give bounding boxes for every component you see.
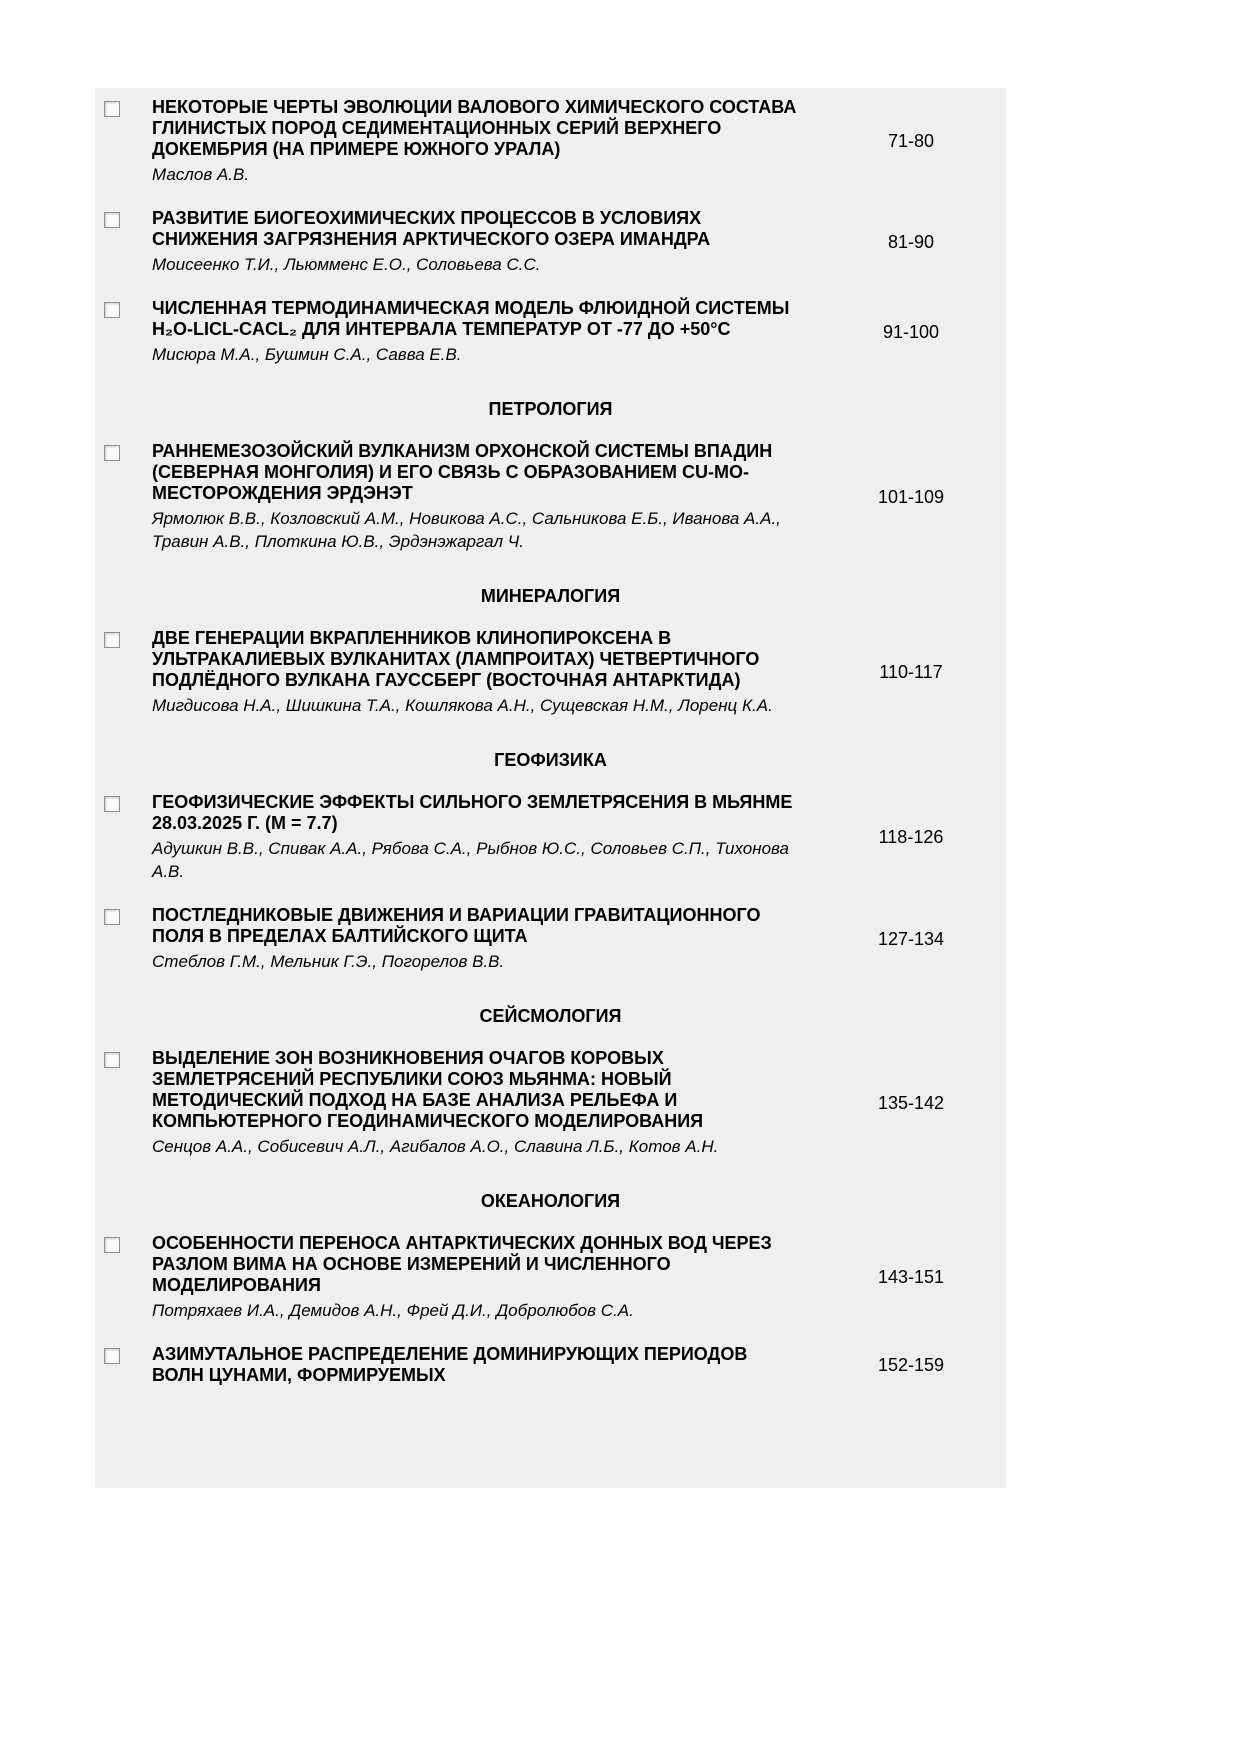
article-row xyxy=(95,88,1006,199)
article-row xyxy=(95,199,1006,289)
article-checkbox-cell xyxy=(95,208,152,276)
section-header: СЕЙСМОЛОГИЯ xyxy=(479,1006,622,1026)
article-pages-cell xyxy=(802,208,1006,276)
article-pages-cell xyxy=(802,1344,1006,1386)
article-row xyxy=(95,289,1006,379)
article-authors: Ярмолюк В.В., Козловский А.М., Новикова А.С., Сальникова Е.Б., Иванова А.А., Травин А.В., Плоткина Ю.В., Эрдэнэжаргал Ч. xyxy=(152,509,781,551)
article-checkbox-cell xyxy=(95,792,152,883)
article-title[interactable]: НЕКОТОРЫЕ ЧЕРТЫ ЭВОЛЮЦИИ ВАЛОВОГО ХИМИЧЕСКОГО СОСТАВА ГЛИНИСТЫХ ПОРОД СЕДИМЕНТАЦИОННЫХ СЕРИЙ ВЕРХНЕГО ДОКЕМБРИЯ (НА ПРИМЕРЕ ЮЖНОГО УРАЛА) xyxy=(152,97,797,159)
article-checkbox-cell xyxy=(95,1233,152,1322)
article-text-cell xyxy=(152,905,802,973)
section-header: ГЕОФИЗИКА xyxy=(494,750,607,770)
article-authors: Моисеенко Т.И., Льюмменс Е.О., Соловьева С.С. xyxy=(152,255,541,274)
article-pages: 101-109 xyxy=(877,486,945,507)
article-pages-cell xyxy=(802,298,1006,366)
article-title[interactable]: ГЕОФИЗИЧЕСКИЕ ЭФФЕКТЫ СИЛЬНОГО ЗЕМЛЕТРЯСЕНИЯ В МЬЯНМЕ 28.03.2025 Г. (M = 7.7) xyxy=(152,792,793,833)
article-pages-cell xyxy=(802,792,1006,883)
article-pages-cell xyxy=(802,1233,1006,1322)
section-header: МИНЕРАЛОГИЯ xyxy=(480,586,621,606)
article-select-checkbox[interactable] xyxy=(104,212,120,228)
article-select-checkbox[interactable] xyxy=(104,445,120,461)
journal-toc-list xyxy=(95,88,1006,1488)
article-pages: 91-100 xyxy=(882,321,940,342)
article-select-checkbox[interactable] xyxy=(104,302,120,318)
article-pages: 118-126 xyxy=(878,827,944,847)
article-authors: Мигдисова Н.А., Шишкина Т.А., Кошлякова А.Н., Сущевская Н.М., Лоренц К.А. xyxy=(152,696,773,715)
article-title[interactable]: ОСОБЕННОСТИ ПЕРЕНОСА АНТАРКТИЧЕСКИХ ДОННЫХ ВОД ЧЕРЕЗ РАЗЛОМ ВИМА НА ОСНОВЕ ИЗМЕРЕНИЙ И ЧИСЛЕННОГО МОДЕЛИРОВАНИЯ xyxy=(152,1233,772,1295)
article-pages: 143-151 xyxy=(877,1267,945,1287)
article-pages-cell xyxy=(802,1048,1006,1158)
article-authors: Маслов А.В. xyxy=(152,165,250,184)
article-row xyxy=(95,432,1006,566)
article-text-cell xyxy=(152,208,802,276)
article-pages: 135-142 xyxy=(877,1092,945,1113)
article-checkbox-cell xyxy=(95,298,152,366)
article-authors: Стеблов Г.М., Мельник Г.Э., Погорелов В.В. xyxy=(152,952,505,971)
article-checkbox-cell xyxy=(95,905,152,973)
article-text-cell xyxy=(152,1048,802,1158)
article-text-cell xyxy=(152,1344,802,1386)
article-checkbox-cell xyxy=(95,441,152,553)
article-select-checkbox[interactable] xyxy=(104,1237,120,1253)
article-authors: Потряхаев И.А., Демидов А.Н., Фрей Д.И., Добролюбов С.А. xyxy=(152,1301,634,1320)
article-select-checkbox[interactable] xyxy=(104,1052,120,1068)
article-select-checkbox[interactable] xyxy=(104,632,120,648)
article-pages: 127-134 xyxy=(877,928,945,949)
article-row xyxy=(95,619,1006,730)
article-pages-cell xyxy=(802,441,1006,553)
section-header: ПЕТРОЛОГИЯ xyxy=(488,399,613,419)
article-row xyxy=(95,896,1006,986)
article-pages-cell xyxy=(802,97,1006,186)
section-header: ОКЕАНОЛОГИЯ xyxy=(480,1191,621,1211)
article-pages-cell xyxy=(802,628,1006,717)
article-text-cell xyxy=(152,1233,802,1322)
article-authors: Адушкин В.В., Спивак А.А., Рябова С.А., Рыбнов Ю.С., Соловьев С.П., Тихонова А.В. xyxy=(152,839,790,881)
article-checkbox-cell xyxy=(95,97,152,186)
article-title[interactable]: ПОСТЛЕДНИКОВЫЕ ДВИЖЕНИЯ И ВАРИАЦИИ ГРАВИТАЦИОННОГО ПОЛЯ В ПРЕДЕЛАХ БАЛТИЙСКОГО ЩИТА xyxy=(152,905,761,946)
article-select-checkbox[interactable] xyxy=(104,796,120,812)
article-title[interactable]: ЧИСЛЕННАЯ ТЕРМОДИНАМИЧЕСКАЯ МОДЕЛЬ ФЛЮИДНОЙ СИСТЕМЫ H₂O-LICL-CACL₂ ДЛЯ ИНТЕРВАЛА ТЕМПЕРАТУР ОТ -77 ДО +50°С xyxy=(152,298,790,339)
article-checkbox-cell xyxy=(95,1048,152,1158)
article-title[interactable]: РАЗВИТИЕ БИОГЕОХИМИЧЕСКИХ ПРОЦЕССОВ В УСЛОВИЯХ СНИЖЕНИЯ ЗАГРЯЗНЕНИЯ АРКТИЧЕСКОГО ОЗЕРА ИМАНДРА xyxy=(152,208,711,249)
article-title[interactable]: РАННЕМЕЗОЗОЙСКИЙ ВУЛКАНИЗМ ОРХОНСКОЙ СИСТЕМЫ ВПАДИН (СЕВЕРНАЯ МОНГОЛИЯ) И ЕГО СВЯЗЬ С ОБРАЗОВАНИЕМ CU-MO-МЕСТОРОЖДЕНИЯ ЭРДЭНЭТ xyxy=(152,441,773,503)
article-checkbox-cell xyxy=(95,1344,152,1386)
article-pages: 152-159 xyxy=(877,1354,945,1375)
article-title[interactable]: АЗИМУТАЛЬНОЕ РАСПРЕДЕЛЕНИЕ ДОМИНИРУЮЩИХ ПЕРИОДОВ ВОЛН ЦУНАМИ, ФОРМИРУЕМЫХ xyxy=(152,1344,748,1385)
article-select-checkbox[interactable] xyxy=(104,101,120,117)
article-title[interactable]: ДВЕ ГЕНЕРАЦИИ ВКРАПЛЕННИКОВ КЛИНОПИРОКСЕНА В УЛЬТРАКАЛИЕВЫХ ВУЛКАНИТАХ (ЛАМПРОИТАХ) ЧЕТВЕРТИЧНОГО ПОДЛЁДНОГО ВУЛКАНА ГАУССБЕРГ (ВОСТОЧНАЯ АНТАРКТИДА) xyxy=(152,628,760,690)
article-text-cell xyxy=(152,792,802,883)
article-text-cell xyxy=(152,298,802,366)
article-pages-cell xyxy=(802,905,1006,973)
article-title[interactable]: ВЫДЕЛЕНИЕ ЗОН ВОЗНИКНОВЕНИЯ ОЧАГОВ КОРОВЫХ ЗЕМЛЕТРЯСЕНИЙ РЕСПУБЛИКИ СОЮЗ МЬЯНМА: НОВЫЙ МЕТОДИЧЕСКИЙ ПОДХОД НА БАЗЕ АНАЛИЗА РЕЛЬЕФА И КОМПЬЮТЕРНОГО ГЕОДИНАМИЧЕСКОГО МОДЕЛИРОВАНИЯ xyxy=(152,1048,704,1131)
article-pages: 110-117 xyxy=(879,662,943,682)
article-row xyxy=(95,1335,1006,1399)
article-text-cell xyxy=(152,97,802,186)
article-text-cell xyxy=(152,441,802,553)
article-row xyxy=(95,1224,1006,1335)
article-authors: Мисюра М.А., Бушмин С.А., Савва Е.В. xyxy=(152,345,462,364)
article-select-checkbox[interactable] xyxy=(104,1348,120,1364)
article-text-cell xyxy=(152,628,802,717)
article-row xyxy=(95,1039,1006,1171)
article-checkbox-cell xyxy=(95,628,152,717)
article-pages: 81-90 xyxy=(887,231,935,252)
article-authors: Сенцов А.А., Собисевич А.Л., Агибалов А.О., Славина Л.Б., Котов А.Н. xyxy=(152,1137,719,1156)
article-pages: 71-80 xyxy=(887,131,935,151)
article-row xyxy=(95,783,1006,896)
article-select-checkbox[interactable] xyxy=(104,909,120,925)
